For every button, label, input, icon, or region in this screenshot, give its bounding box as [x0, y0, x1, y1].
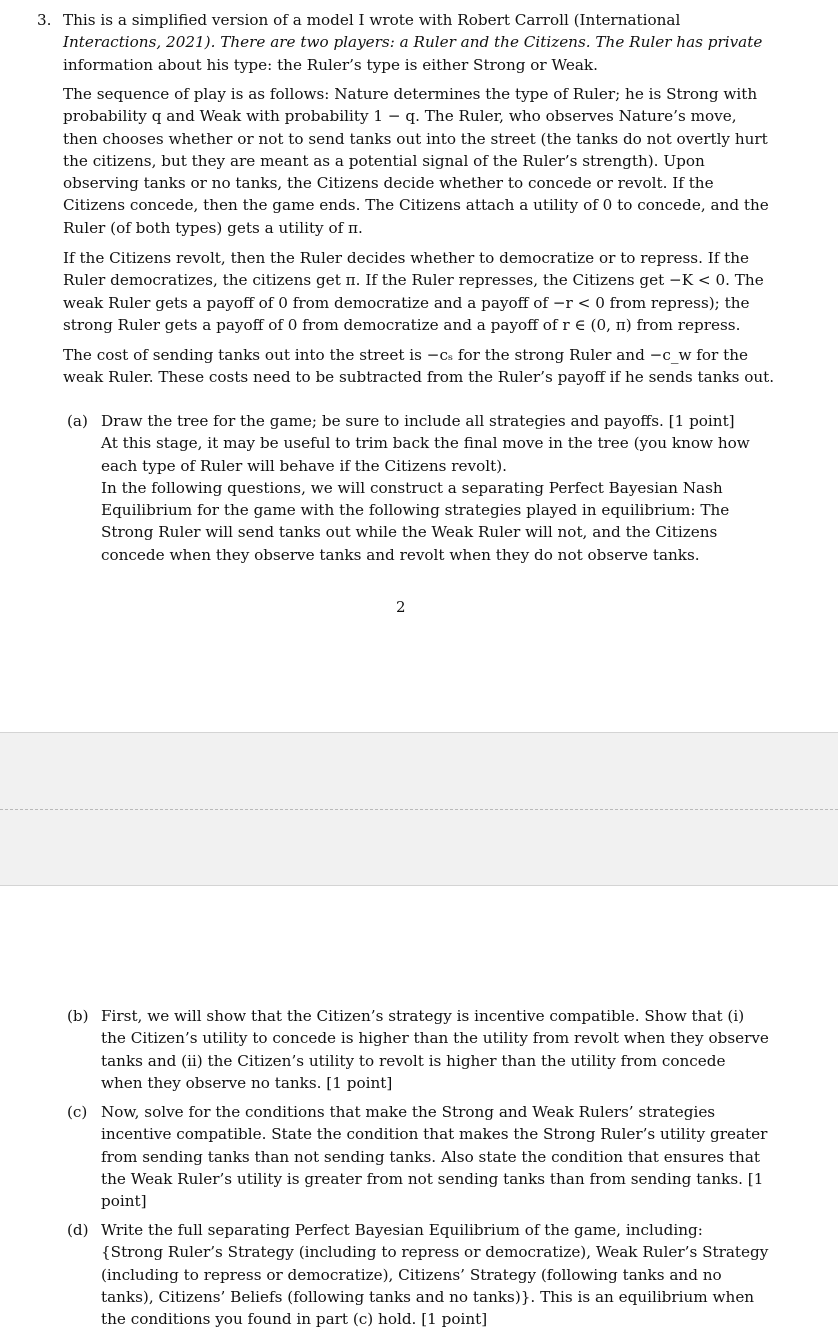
text-line: Citizens concede, then the game ends. The Citizens attach a utility of 0 to concede, and the	[63, 196, 769, 215]
part-c-label: (c)	[67, 1103, 88, 1121]
intro-line: Interactions, 2021). There are two players: a Ruler and the Citizens. The Ruler has private	[63, 33, 763, 52]
part-d-text	[101, 1219, 768, 1330]
page-break-gap	[0, 732, 838, 886]
question-intro	[63, 9, 762, 76]
text-line: Ruler democratizes, the citizens get π. If the Ruler represses, the Citizens get −K < 0. The	[63, 271, 764, 290]
text-line: First, we will show that the Citizen’s strategy is incentive compatible. Show that (i)	[101, 1007, 745, 1025]
intro-line: This is a simplified version of a model I wrote with Robert Carroll (International	[63, 11, 681, 29]
text-line: the Weak Ruler’s utility is greater from not sending tanks than from sending tanks. [1	[101, 1169, 764, 1188]
text-line: when they observe no tanks. [1 point]	[101, 1073, 393, 1092]
text-line: the Citizen’s utility to concede is higher than the utility from revolt when they observe	[101, 1029, 769, 1048]
part-d-label: (d)	[67, 1221, 89, 1239]
text-line: Ruler (of both types) gets a utility of π.	[63, 218, 363, 237]
text-line: then chooses whether or not to send tanks out into the street (the tanks do not overtly hurt	[63, 129, 768, 148]
text-line: weak Ruler. These costs need to be subtracted from the Ruler’s payoff if he sends tanks out.	[63, 368, 775, 387]
text-line: (including to repress or democratize), Citizens’ Strategy (following tanks and no	[101, 1265, 722, 1284]
text-line: tanks), Citizens’ Beliefs (following tanks and no tanks)}. This is an equilibrium when	[101, 1287, 755, 1306]
text-line: {Strong Ruler’s Strategy (including to repress or democratize), Weak Ruler’s Strategy	[101, 1243, 769, 1262]
text-line: weak Ruler gets a payoff of 0 from democratize and a payoff of −r < 0 from repress); the	[63, 293, 750, 312]
paragraph-cost	[63, 344, 774, 389]
text-line: Equilibrium for the game with the following strategies played in equilibrium: The	[101, 501, 730, 520]
text-line: from sending tanks than not sending tanks. Also state the condition that ensures that	[101, 1147, 760, 1166]
text-line: Draw the tree for the game; be sure to include all strategies and payoffs. [1 point]	[101, 412, 735, 430]
intro-line: information about his type: the Ruler’s type is either Strong or Weak.	[63, 55, 598, 74]
text-line: point]	[101, 1192, 147, 1211]
part-b-label: (b)	[67, 1007, 89, 1025]
page-break-line	[0, 809, 838, 810]
question-number: 3.	[37, 11, 52, 29]
text-line: probability q and Weak with probability 1 − q. The Ruler, who observes Nature’s move,	[63, 107, 737, 126]
text-line: tanks and (ii) the Citizen’s utility to revolt is higher than the utility from concede	[101, 1051, 726, 1070]
text-line: The cost of sending tanks out into the street is −cₛ for the strong Ruler and −c_w for the	[63, 346, 749, 364]
text-line: concede when they observe tanks and revolt when they do not observe tanks.	[101, 545, 700, 564]
part-a-label: (a)	[67, 412, 88, 430]
text-line: the conditions you found in part (c) hold. [1 point]	[101, 1310, 488, 1329]
text-line: The sequence of play is as follows: Nature determines the type of Ruler; he is Strong with	[63, 85, 758, 103]
paragraph-revolt	[63, 247, 764, 336]
part-b-text	[101, 1005, 769, 1094]
text-line: Strong Ruler will send tanks out while the Weak Ruler will not, and the Citizens	[101, 523, 718, 542]
page-number: 2	[396, 598, 406, 616]
text-line: each type of Ruler will behave if the Citizens revolt).	[101, 456, 507, 475]
part-c-text	[101, 1101, 767, 1212]
text-line: the citizens, but they are meant as a potential signal of the Ruler’s strength). Upon	[63, 151, 705, 170]
text-line: At this stage, it may be useful to trim back the final move in the tree (you know how	[101, 434, 750, 453]
part-a-text	[101, 410, 750, 566]
text-line: In the following questions, we will construct a separating Perfect Bayesian Nash	[101, 478, 723, 497]
text-line: Write the full separating Perfect Bayesian Equilibrium of the game, including:	[101, 1221, 703, 1239]
text-line: observing tanks or no tanks, the Citizens decide whether to concede or revolt. If the	[63, 174, 714, 193]
text-line: Now, solve for the conditions that make the Strong and Weak Rulers’ strategies	[101, 1103, 716, 1121]
text-line: strong Ruler gets a payoff of 0 from democratize and a payoff of r ∈ (0, π) from repress.	[63, 315, 741, 334]
paragraph-sequence-of-play	[63, 83, 769, 239]
text-line: incentive compatible. State the condition that makes the Strong Ruler’s utility greater	[101, 1125, 768, 1144]
text-line: If the Citizens revolt, then the Ruler decides whether to democratize or to repress. If the	[63, 249, 750, 267]
